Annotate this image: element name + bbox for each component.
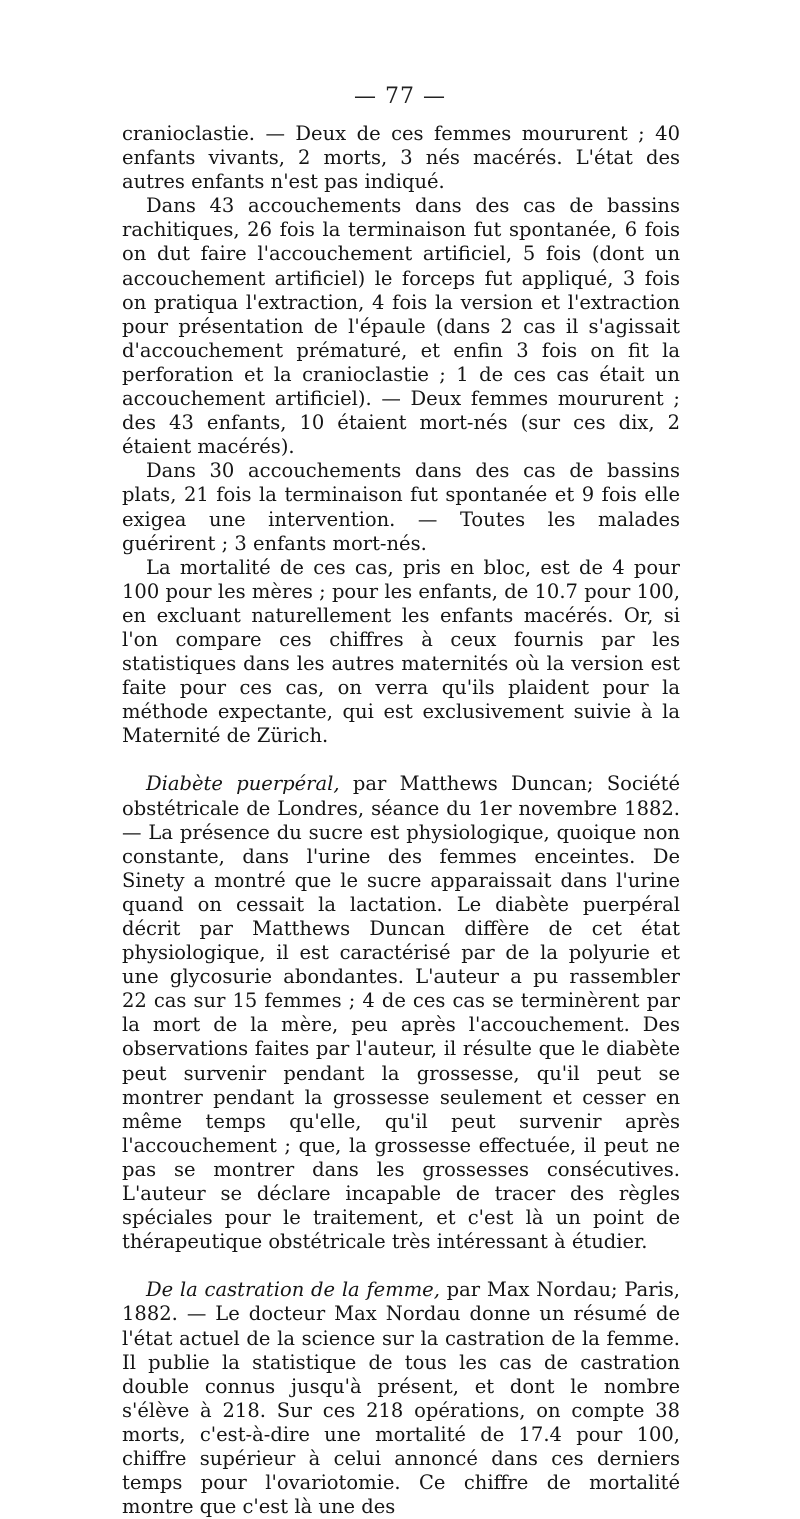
paragraph-rachitic-pelvis: Dans 43 accouchements dans des cas de bassins rachitiques, 26 fois la terminaison fut spontanée, 6 fois on dut faire l'accouchement artificiel, 5 fois (dont un accouchement artificiel) le forceps fut appliqué, 3 fois on pratiqua l'extraction, 4 fois la version et l'extraction pour présentation de l'épaule (dans 2 cas il s'agissait d'accouchement prématuré, et enfin 3 fois on fit la perforation et la cranioclastie ; 1 de ces cas était un accouchement artificiel). — Deux femmes moururent ; des 43 enfants, 10 étaient mort-nés (sur ces dix, 2 étaient macérés).: [122, 194, 680, 459]
section-title-puerperal-diabetes: Diabète puerpéral,: [146, 772, 340, 796]
body-text: [122, 122, 680, 1519]
paragraph-mortality: La mortalité de ces cas, pris en bloc, est de 4 pour 100 pour les mères ; pour les enfants, de 10.7 pour 100, en excluant naturellement les enfants macérés. Or, si l'on compare ces chiffres à ceux fournis par les statistiques dans les autres maternités où la version est faite pour ces cas, on verra qu'ils plaident pour la méthode expectante, qui est exclusivement suivie à la Maternité de Zürich.: [122, 555, 680, 748]
section-body-castration: par Max Nordau; Paris, 1882. — Le docteur Max Nordau donne un résumé de l'état actuel de la science sur la castration de la femme. Il publie la statistique de tous les cas de castration double connus jusqu'à présent, et dont le nombre s'élève à 218. Sur ces 218 opérations, on compte 38 morts, c'est-à-dire une mortalité de 17.4 pour 100, chiffre supérieur à celui annoncé dans ces derniers temps pour l'ovariotomie. Ce chiffre de mortalité montre que c'est là une des: [122, 1278, 680, 1519]
paragraph-cranioclastie-continued: cranioclastie. — Deux de ces femmes moururent ; 40 enfants vivants, 2 morts, 3 nés macérés. L'état des autres enfants n'est pas indiqué.: [122, 122, 680, 194]
section-castration: [122, 1278, 680, 1519]
page-number: — 77 —: [354, 84, 446, 109]
section-puerperal-diabetes: [122, 772, 680, 1254]
section-body-puerperal-diabetes: par Matthews Duncan; Société obstétricale de Londres, séance du 1er novembre 1882. — La présence du sucre est physiologique, quoique non constante, dans l'urine des femmes enceintes. De Sinety a montré que le sucre apparaissait dans l'urine quand on cessait la lactation. Le diabète puerpéral décrit par Matthews Duncan diffère de cet état physiologique, il est caractérisé par de la polyurie et une glycosurie abondantes. L'auteur a pu rassembler 22 cas sur 15 femmes ; 4 de ces cas se terminèrent par la mort de la mère, peu après l'accouchement. Des observations faites par l'auteur, il résulte que le diabète peut survenir pendant la grossesse, qu'il peut se montrer pendant la grossesse seulement et cesser en même temps qu'elle, qu'il peut survenir après l'accouchement ; que, la grossesse effectuée, il peut ne pas se montrer dans les grossesses consécutives. L'auteur se déclare incapable de tracer des règles spéciales pour le traitement, et c'est là un point de thérapeutique obstétricale très intéressant à étudier.: [122, 772, 680, 1254]
paragraph-flat-pelvis: Dans 30 accouchements dans des cas de bassins plats, 21 fois la terminaison fut spontanée et 9 fois elle exigea une intervention. — Toutes les malades guérirent ; 3 enfants mort-nés.: [122, 459, 680, 555]
section-title-castration: De la castration de la femme,: [146, 1278, 440, 1302]
